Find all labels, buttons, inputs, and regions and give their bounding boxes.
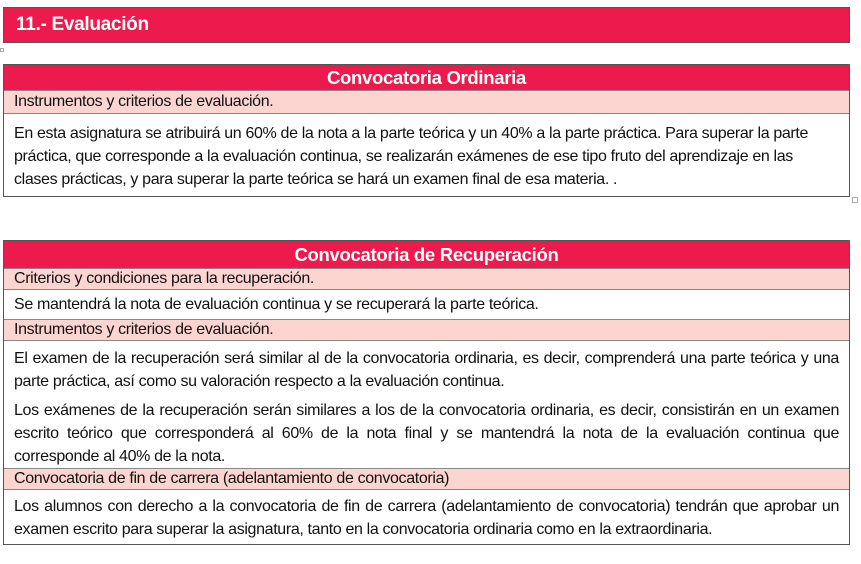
recuperacion-subheader-instrumentos: Instrumentos y criterios de evaluación. xyxy=(4,319,849,341)
recuperacion-text-1: Se mantendrá la nota de evaluación continua y se recuperará la parte teórica. xyxy=(14,296,539,313)
recuperacion-body-3 xyxy=(4,490,849,541)
recuperacion-subheader-fin-carrera: Convocatoria de fin de carrera (adelantamiento de convocatoria) xyxy=(4,468,849,490)
recuperacion-body-2 xyxy=(4,341,849,468)
recuperacion-subheader-criterios: Criterios y condiciones para la recuperación. xyxy=(4,268,849,290)
recuperacion-text-2b: Los exámenes de la recuperación serán similares a los de la convocatoria ordinaria, es decir, consistirán en un examen escrito teórico que corresponderá al 60% de la nota final y se mantendrá la nota de la evaluación continua que corresponde al 40% de la nota. xyxy=(14,402,839,465)
recuperacion-text-3: Los alumnos con derecho a la convocatoria de fin de carrera (adelantamiento de convocatoria) tendrán que aprobar un examen escrito para superar la asignatura, tanto en la convocatoria ordinaria como en la extraordinaria. xyxy=(14,498,839,538)
ordinaria-header: Convocatoria Ordinaria xyxy=(4,65,849,90)
ordinaria-subheader: Instrumentos y criterios de evaluación. xyxy=(4,90,849,114)
recuperacion-table xyxy=(3,240,850,545)
ordinaria-text: En esta asignatura se atribuirá un 60% de la nota a la parte teórica y un 40% a la parte práctica. Para superar la parte práctica, que corresponde a la evaluación continua, se realizarán exámenes de ese tipo fruto del aprendizaje en las clases prácticas, y para superar la parte teórica se hará un examen final de esa materia. . xyxy=(14,125,809,188)
recuperacion-text-2a: El examen de la recuperación será similar al de la convocatoria ordinaria, es decir, comprenderá una parte teórica y una parte práctica, así como su valoración respecto a la evaluación continua. xyxy=(14,350,839,390)
ordinaria-table xyxy=(3,64,850,197)
ordinaria-body xyxy=(4,114,849,191)
recuperacion-header: Convocatoria de Recuperación xyxy=(4,241,849,268)
resize-handle[interactable] xyxy=(0,48,4,52)
section-title: 11.- Evaluación xyxy=(3,7,850,43)
table-resize-handle[interactable] xyxy=(852,197,858,203)
recuperacion-body-1 xyxy=(4,290,849,319)
